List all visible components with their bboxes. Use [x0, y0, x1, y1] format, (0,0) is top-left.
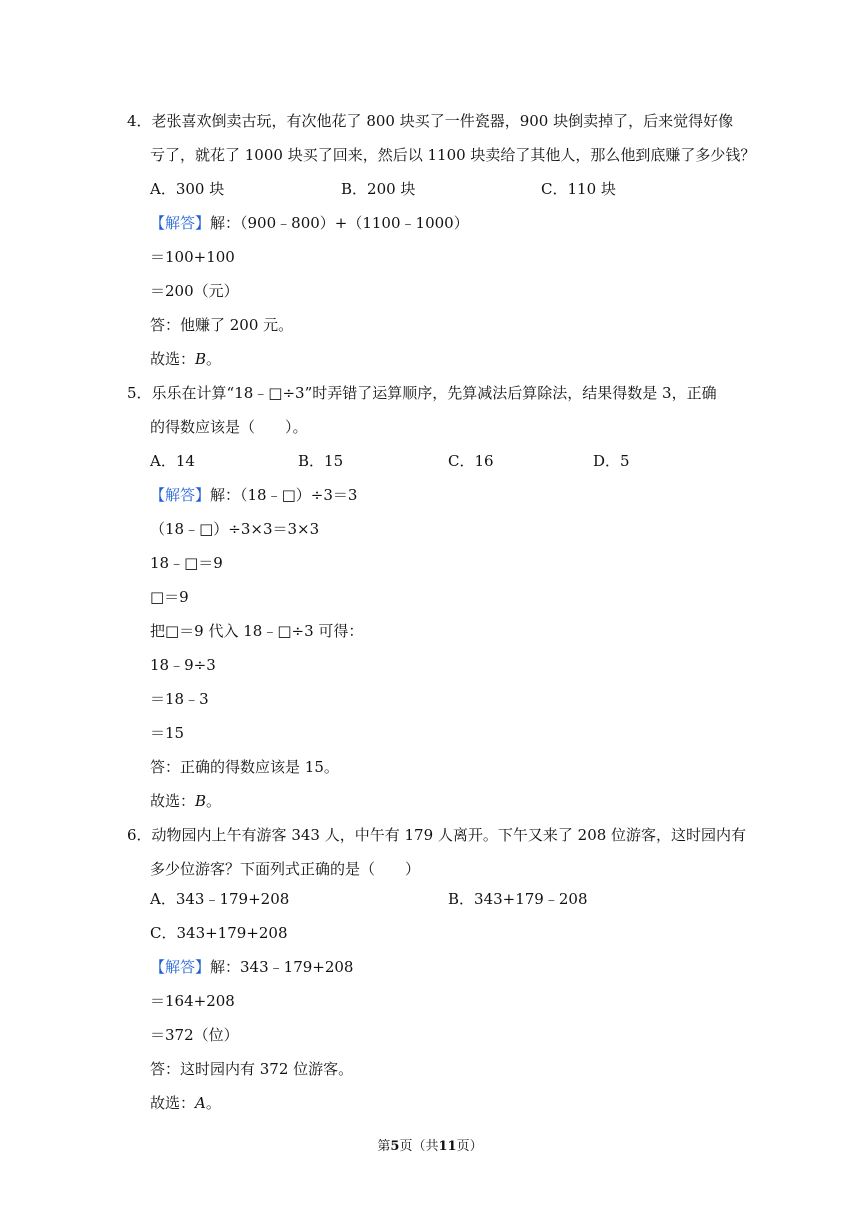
q5-answer-tag: 【解答】 [150, 486, 211, 504]
q5-stem-text1: 乐乐在计算“18﹣□÷3”时弄错了运算顺序，先算减法后算除法，结果得数是 3，正确 [151, 384, 717, 402]
q6-choice [150, 1093, 221, 1113]
page-total: 11 [438, 1139, 457, 1154]
q5-choice-label: 故选： [150, 792, 196, 810]
q4-option-a: A．300 块 [150, 180, 225, 198]
q5-stem-line2: 的得数应该是（ ）。 [150, 418, 308, 436]
q5-option-d: D．5 [593, 452, 630, 470]
q6-solution-text: 解：343﹣179+208 [210, 958, 354, 976]
q6-number: 6． [127, 826, 152, 844]
q6-answer-tag: 【解答】 [150, 958, 211, 976]
q5-choice-end: 。 [206, 792, 222, 810]
q5-choice-letter: B [195, 792, 207, 810]
q4-step: ＝100+100 [150, 248, 235, 266]
page-number: 5 [390, 1139, 400, 1154]
q6-stem-line1 [127, 825, 746, 845]
q6-option-c: C．343+179+208 [150, 924, 288, 942]
q5-option-c: C．16 [448, 452, 494, 470]
q4-option-b: B．200 块 [341, 180, 416, 198]
q4-solution-text: 解：（900﹣800）+（1100﹣1000） [210, 214, 469, 232]
q5-stem-line1 [127, 383, 717, 403]
q6-stem-line2: 多少位游客？下面列式正确的是（ ） [150, 860, 421, 878]
q4-stem-text1: 老张喜欢倒卖古玩，有次他花了 800 块买了一件瓷器，900 块倒卖掉了，后来觉得好像 [151, 112, 734, 130]
q6-answer-statement: 答：这时园内有 372 位游客。 [150, 1060, 354, 1078]
q5-solution-text: 解：（18﹣□）÷3＝3 [210, 486, 358, 504]
q5-option-a: A．14 [150, 452, 195, 470]
q5-number: 5． [127, 384, 152, 402]
q6-choice-label: 故选： [150, 1094, 196, 1112]
q4-options [0, 179, 860, 199]
q4-choice-label: 故选： [150, 350, 196, 368]
q6-option-a: A．343﹣179+208 [150, 890, 290, 908]
page-footer [0, 1138, 860, 1156]
q6-choice-end: 。 [205, 1094, 221, 1112]
q5-step: （18﹣□）÷3×3＝3×3 [150, 520, 320, 538]
q4-option-c: C．110 块 [541, 180, 616, 198]
q5-step: 18﹣9÷3 [150, 656, 216, 674]
q4-choice [150, 349, 221, 369]
q6-solution-first [150, 957, 353, 977]
q5-solution-first [150, 485, 357, 505]
q6-options-row1 [0, 889, 860, 909]
q4-number: 4． [127, 112, 152, 130]
q4-step: ＝200（元） [150, 282, 239, 300]
q6-step: ＝372（位） [150, 1026, 239, 1044]
footer-suffix: 页） [456, 1139, 483, 1154]
q4-stem-line2: 亏了，就花了 1000 块买了回来，然后以 1100 块卖给了其他人，那么他到底赚了多少钱？ [150, 146, 756, 164]
q5-choice [150, 791, 221, 811]
q5-step: 18﹣□＝9 [150, 554, 223, 572]
q5-options [0, 451, 860, 471]
q5-step: □＝9 [150, 588, 189, 606]
q6-stem-text1: 动物园内上午有游客 343 人，中午有 179 人离开。下午又来了 208 位游客，这时园内有 [151, 826, 747, 844]
q5-option-b: B．15 [298, 452, 344, 470]
q4-stem-line1 [127, 111, 733, 131]
q4-choice-letter: B [195, 350, 207, 368]
q5-step: ＝18﹣3 [150, 690, 209, 708]
q4-solution-first [150, 213, 469, 233]
q4-choice-end: 。 [206, 350, 222, 368]
q6-choice-letter: A [195, 1094, 206, 1112]
q5-answer-statement: 答：正确的得数应该是 15。 [150, 758, 339, 776]
q5-step: ＝15 [150, 724, 185, 742]
q4-answer-tag: 【解答】 [150, 214, 211, 232]
q6-option-b: B．343+179﹣208 [448, 890, 588, 908]
q6-step: ＝164+208 [150, 992, 235, 1010]
q5-step: 把□＝9 代入 18﹣□÷3 可得： [150, 622, 364, 640]
footer-prefix: 第 [377, 1139, 391, 1154]
footer-middle: 页（共 [399, 1139, 439, 1154]
q4-answer-statement: 答：他赚了 200 元。 [150, 316, 294, 334]
